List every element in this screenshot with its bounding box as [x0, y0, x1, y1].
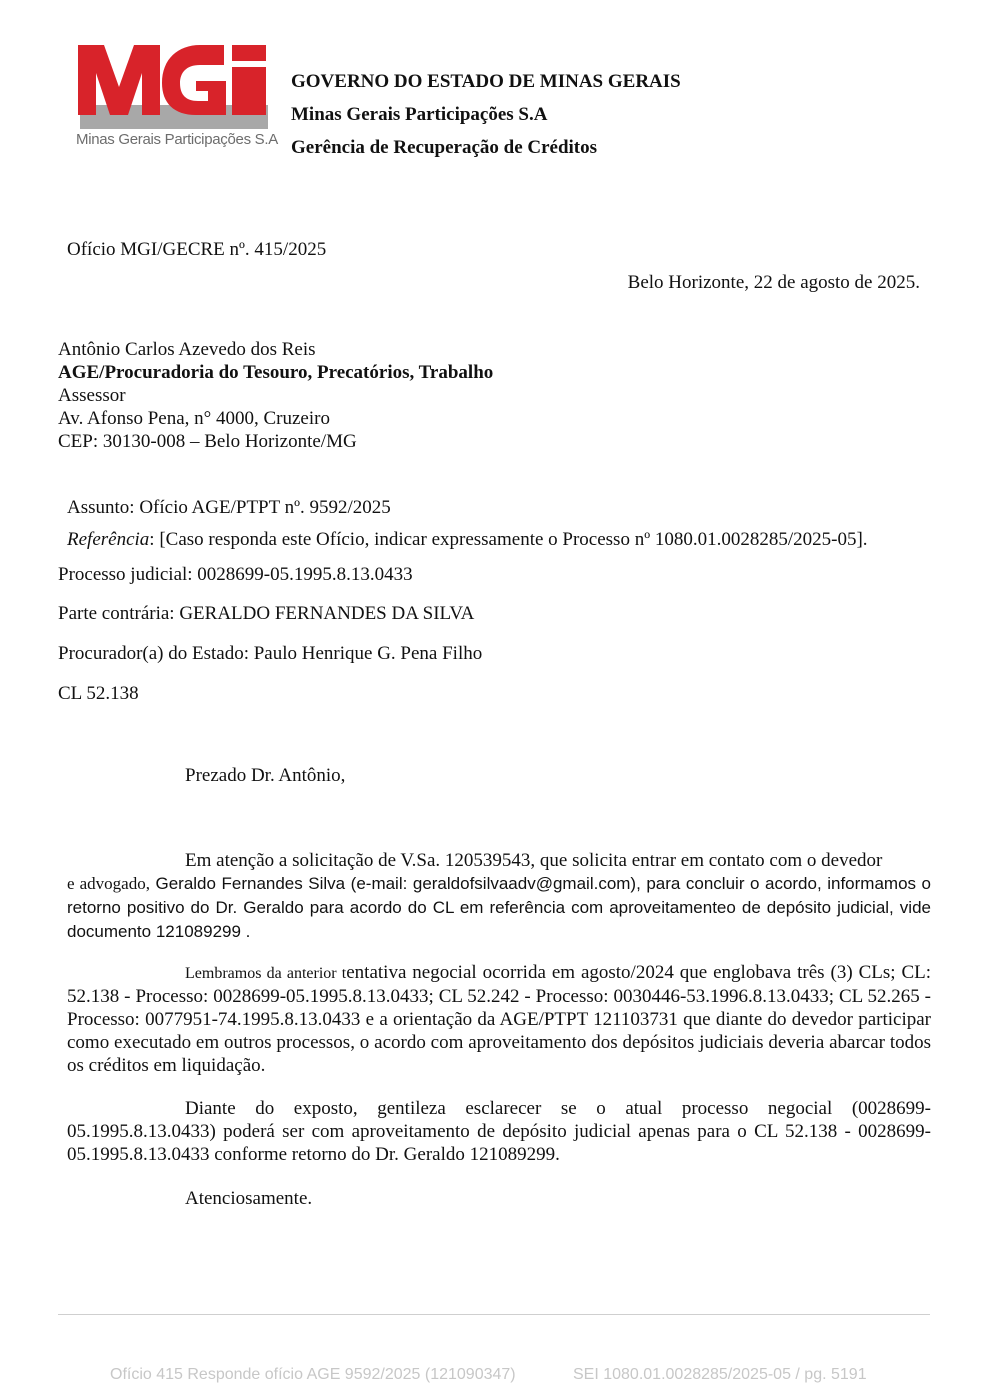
mgi-logo-mark	[74, 45, 274, 145]
recipient-cep: CEP: 30130-008 – Belo Horizonte/MG	[58, 431, 357, 452]
paragraph-1-lead: e advogado,	[67, 874, 150, 893]
parte-contraria: Parte contrária: GERALDO FERNANDES DA SILVA	[58, 603, 475, 624]
mgi-logo	[74, 45, 278, 155]
recipient-role: Assessor	[58, 385, 126, 406]
reference-label: Referência	[67, 529, 150, 550]
reference-text: : [Caso responda este Ofício, indicar expressamente o Processo nº 1080.01.0028285/2025-05].	[149, 529, 868, 550]
closing: Atenciosamente.	[185, 1188, 313, 1209]
paragraph-3: Diante do exposto, gentileza esclarecer se o atual processo negocial (0028699-05.1995.8.13.0433) poderá ser com aproveitamento de depósito judicial apenas para o CL 52.138 - 0028699-05.1995.8.13.0433 conforme retorno do Dr. Geraldo 121089299.	[67, 1098, 931, 1165]
header-department: Gerência de Recuperação de Créditos	[291, 137, 598, 158]
footer-right: SEI 1080.01.0028285/2025-05 / pg. 5191	[573, 1366, 867, 1383]
paragraph-1-body: Geraldo Fernandes Silva (e-mail: geraldofsilvaadv@gmail.com), para concluir o acordo, informamos o retorno positivo do Dr. Geraldo para acordo do CL em referência com aproveitamenteo de depósito judicial, vide documento 121089299 .	[67, 874, 932, 941]
processo-judicial: Processo judicial: 0028699-05.1995.8.13.0433	[58, 564, 413, 585]
recipient-org: AGE/Procuradoria do Tesouro, Precatórios, Trabalho	[58, 362, 494, 383]
date-line: Belo Horizonte, 22 de agosto de 2025.	[627, 272, 920, 293]
paragraph-1-first-line: Em atenção a solicitação de V.Sa. 120539543, que solicita entrar em contato com o devedor	[185, 850, 883, 871]
header-government: GOVERNO DO ESTADO DE MINAS GERAIS	[291, 71, 681, 92]
procurador: Procurador(a) do Estado: Paulo Henrique G. Pena Filho	[58, 643, 483, 664]
footer-left: Ofício 415 Responde ofício AGE 9592/2025 (121090347)	[110, 1366, 516, 1383]
reference-line	[67, 528, 868, 551]
oficio-number: Ofício MGI/GECRE nº. 415/2025	[67, 239, 327, 260]
paragraph-2-body: entativa negocial ocorrida em agosto/2024 que englobava três (3) CLs; CL: 52.138 - Processo: 0028699-05.1995.8.13.0433; CL 52.242 - Processo: 0030446-53.1996.8.13.0433; CL 52.265 - Processo: 0077951-74.1995.8.13.0433 e a orientação da AGE/PTPT 121103731 que diante do devedor participar como executado em outros processos, o acordo com aproveitamento dos depósitos judiciais deveria abarcar todos os créditos em liquidação.	[67, 962, 932, 1076]
recipient-name: Antônio Carlos Azevedo dos Reis	[58, 339, 316, 360]
greeting: Prezado Dr. Antônio,	[185, 765, 346, 786]
header-company: Minas Gerais Participações S.A	[291, 104, 548, 125]
recipient-address: Av. Afonso Pena, n° 4000, Cruzeiro	[58, 408, 330, 429]
recipient-block	[58, 338, 493, 453]
paragraph-1	[67, 849, 931, 944]
logo-subtitle: Minas Gerais Participações S.A	[76, 131, 278, 148]
paragraph-2	[67, 961, 931, 1077]
cl-number: CL 52.138	[58, 683, 139, 704]
footer-divider	[58, 1314, 930, 1315]
paragraph-2-lead: Lembramos da anterior t	[185, 965, 347, 982]
subject-line: Assunto: Ofício AGE/PTPT nº. 9592/2025	[67, 497, 391, 518]
